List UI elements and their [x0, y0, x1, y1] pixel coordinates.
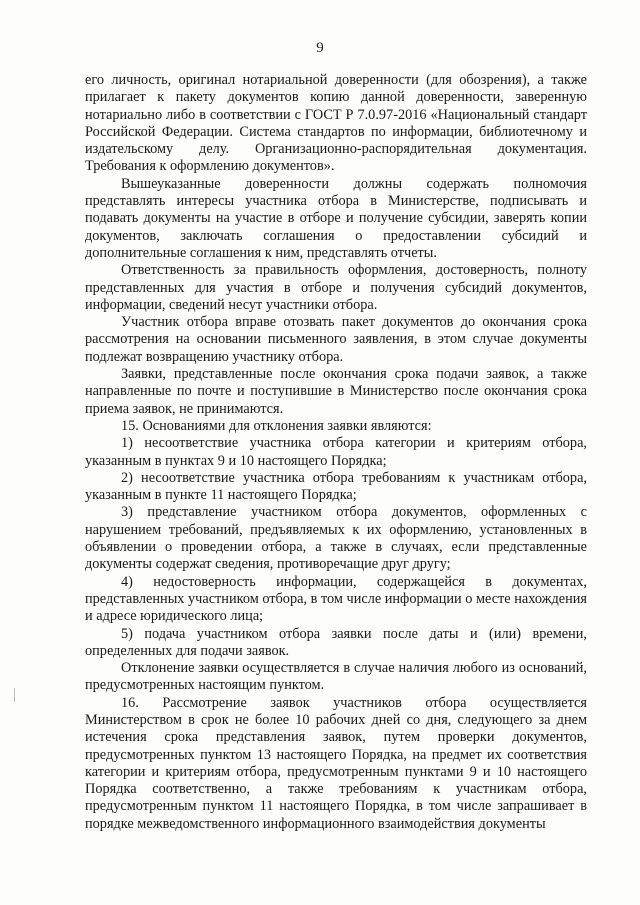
list-item-1: 1) несоответствие участника отбора категории и критериям отбора, указанным в пунктах 9 и 10 настоящего Порядка; — [85, 435, 587, 469]
list-item-4: 4) недостоверность информации, содержащейся в документах, представленных участником отбора, в том числе информации о месте нахождения и адресе юридического лица; — [85, 573, 587, 625]
paragraph-withdrawal: Участник отбора вправе отозвать пакет документов до окончания срока рассмотрения на основании письменного заявления, в этом случае документы подлежат возвращению участнику отбора. — [85, 314, 587, 365]
scan-margin-mark — [14, 688, 15, 702]
paragraph-continuation: его личность, оригинал нотариальной доверенности (для обозрения), а также прилагает к пакету документов копию данной доверенности, заверенную нотариально либо в соответствии с ГОСТ Р 7.0.97-2016 «Национальный стандарт Российской Федерации. Система стандартов по информации, библиотечному и издательскому делу. Организационно-распорядительная документация. Требования к оформлению документов». — [85, 72, 587, 175]
paragraph-responsibility: Ответственность за правильность оформления, достоверность, полноту представленных для участия в отборе и получения субсидий документов, информации, сведений несут участники отбора. — [85, 262, 587, 313]
paragraph-16: 16. Рассмотрение заявок участников отбора осуществляется Министерством в срок не более 10 рабочих дней со дня, следующего за днем истечения срока представления заявок, путем проверки документов, предусмотренных пунктом 13 настоящего Порядка, на предмет их соответствия категории и критериям отбора, предусмотренным пунктами 9 и 10 настоящего Порядка соответственно, а также требованиям к участникам отбора, предусмотренным пунктом 11 настоящего Порядка, в том числе запрашивает в порядке межведомственного информационного взаимодействия документы — [85, 694, 587, 832]
paragraph-powers-of-attorney: Вышеуказанные доверенности должны содержать полномочия представлять интересы участника отбора в Министерстве, подписывать и подавать документы на участие в отборе и получение субсидии, заверять копии документов, заключать соглашения о предоставлении субсидий и дополнительные соглашения к ним, представлять отчеты. — [85, 175, 587, 261]
paragraph-15-heading: 15. Основаниями для отклонения заявки являются: — [121, 417, 432, 434]
list-item-5: 5) подача участником отбора заявки после даты и (или) времени, определенных для подачи заявок. — [85, 625, 587, 659]
page-number: 9 — [316, 40, 324, 56]
list-item-3: 3) представление участником отбора документов, оформленных с нарушением требований, предъявляемых к их оформлению, установленных в объявлении о проведении отбора, а также в случаях, если представленные документы содержат сведения, противоречащие друг другу; — [85, 504, 587, 573]
paragraph-late-applications: Заявки, представленные после окончания срока подачи заявок, а также направленные по почте и поступившие в Министерство после окончания срока приема заявок, не принимаются. — [85, 366, 587, 417]
paragraph-rejection: Отклонение заявки осуществляется в случае наличия любого из оснований, предусмотренных настоящим пунктом. — [85, 660, 587, 694]
document-body — [85, 72, 587, 833]
list-item-2: 2) несоответствие участника отбора требованиям к участникам отбора, указанным в пункте 11 настоящего Порядка; — [85, 469, 587, 504]
